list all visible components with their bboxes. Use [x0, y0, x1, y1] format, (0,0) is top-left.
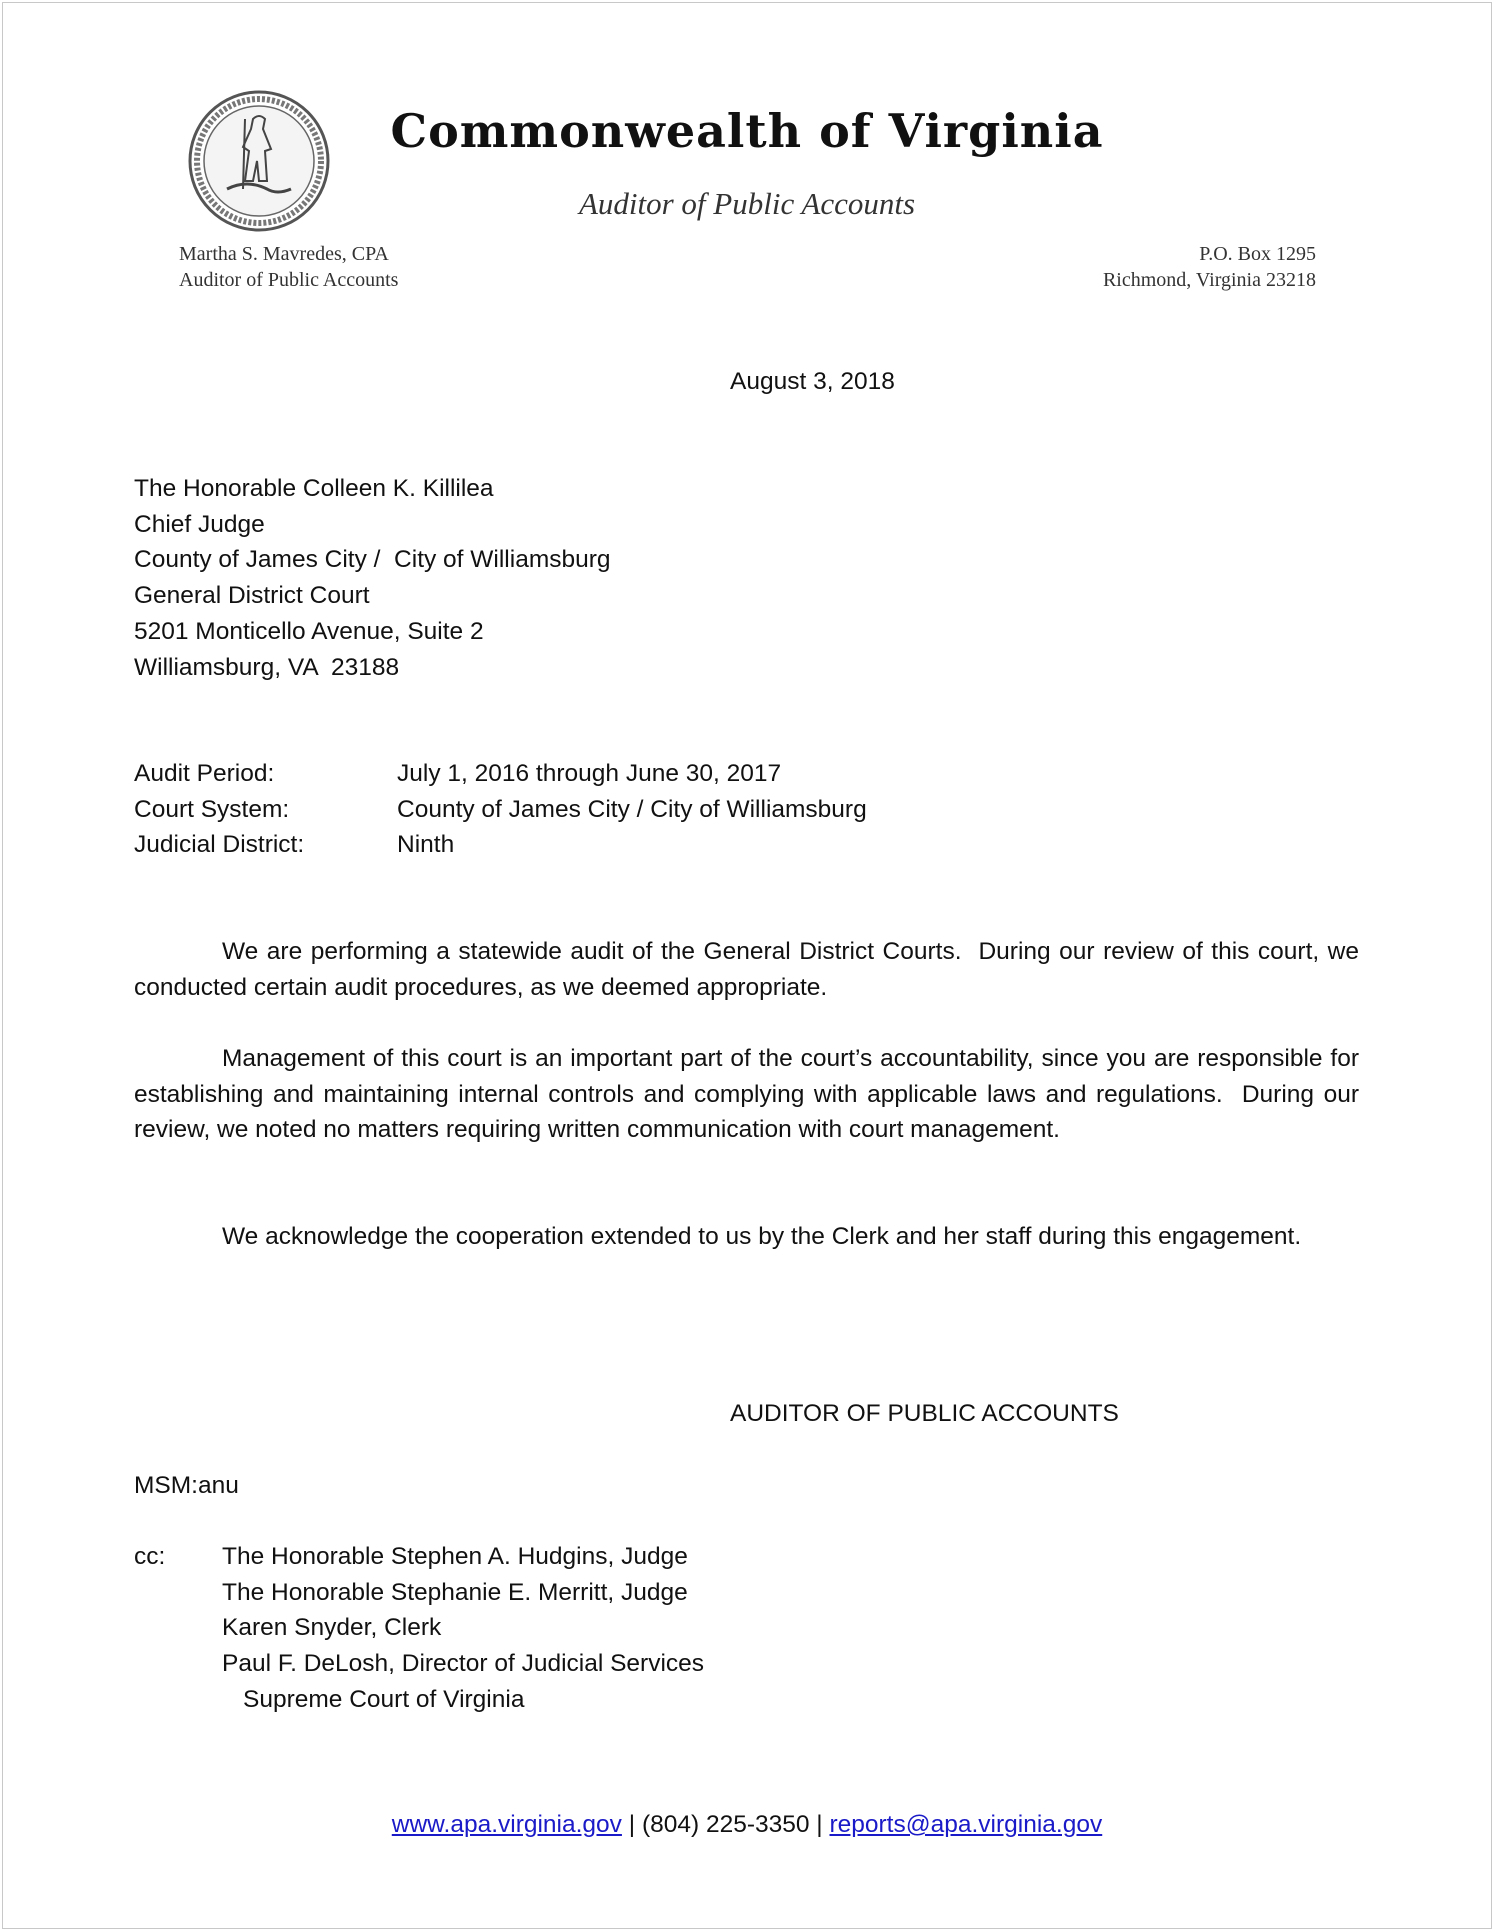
body-paragraph — [134, 1219, 1359, 1255]
paragraph-text: We acknowledge the cooperation extended to us by the Clerk and her staff during this engagement. — [222, 1223, 1302, 1250]
letter-date: August 3, 2018 — [730, 368, 895, 395]
auditor-name-block — [179, 241, 398, 293]
auditor-title: Auditor of Public Accounts — [179, 269, 399, 291]
letterhead-title: Commonwealth of Virginia — [390, 104, 1104, 158]
paragraph-text: Management of this court is an important part of the court’s accountability, since you are responsible for establishing and maintaining internal controls and complying with applicable laws and regulations. During our review, we noted no matters requiring written communication with court management. — [134, 1045, 1366, 1144]
signature-line: AUDITOR OF PUBLIC ACCOUNTS — [730, 1400, 1119, 1427]
cc-name: Karen Snyder, Clerk — [222, 1614, 442, 1642]
footer-separator: | — [628, 1811, 636, 1838]
detail-label: Judicial District: — [134, 831, 305, 859]
email-link[interactable]: reports@apa.virginia.gov — [829, 1811, 1103, 1838]
cc-label: cc: — [134, 1543, 166, 1570]
footer-separator: | — [816, 1811, 823, 1838]
po-box: P.O. Box 1295 — [1199, 243, 1316, 265]
website-link[interactable]: www.apa.virginia.gov — [391, 1811, 622, 1838]
court-system-row — [134, 792, 867, 828]
detail-label: Audit Period: — [134, 760, 275, 787]
body-paragraph — [134, 934, 1366, 1005]
cc-name: Supreme Court of Virginia — [243, 1685, 525, 1713]
cc-name: The Honorable Stephen A. Hudgins, Judge — [222, 1543, 688, 1570]
recipient-line: County of James City / City of Williamsburg — [134, 546, 611, 574]
auditor-name: Martha S. Mavredes, CPA — [179, 243, 389, 265]
recipient-line: Williamsburg, VA 23188 — [134, 653, 400, 681]
detail-value: County of James City / City of Williamsburg — [397, 795, 867, 823]
footer-contact — [0, 1807, 1494, 1843]
recipient-address — [134, 471, 611, 685]
cc-name: The Honorable Stephanie E. Merritt, Judge — [222, 1578, 688, 1606]
recipient-line: The Honorable Colleen K. Killilea — [134, 475, 494, 502]
recipient-line: General District Court — [134, 582, 370, 610]
body-paragraph — [134, 1041, 1366, 1148]
audit-period-row — [134, 756, 867, 792]
detail-label: Court System: — [134, 795, 290, 823]
phone-number: (804) 225-3350 — [641, 1811, 810, 1838]
detail-value: Ninth — [397, 831, 455, 859]
recipient-line: Chief Judge — [134, 510, 265, 538]
audit-details — [134, 756, 867, 863]
recipient-line: 5201 Monticello Avenue, Suite 2 — [134, 617, 484, 645]
cc-list — [222, 1539, 704, 1718]
city-state-zip: Richmond, Virginia 23218 — [1102, 269, 1316, 291]
cc-name: Paul F. DeLosh, Director of Judicial Services — [222, 1650, 705, 1678]
detail-value: July 1, 2016 through June 30, 2017 — [397, 760, 782, 787]
office-address-block — [1103, 241, 1316, 293]
paragraph-text: We are performing a statewide audit of the General District Courts. During our review of this court, we conducted certain audit procedures, as we deemed appropriate. — [134, 938, 1366, 1001]
reference-initials: MSM:anu — [134, 1472, 239, 1499]
letterhead-subtitle: Auditor of Public Accounts — [578, 186, 916, 221]
judicial-district-row — [134, 827, 867, 863]
